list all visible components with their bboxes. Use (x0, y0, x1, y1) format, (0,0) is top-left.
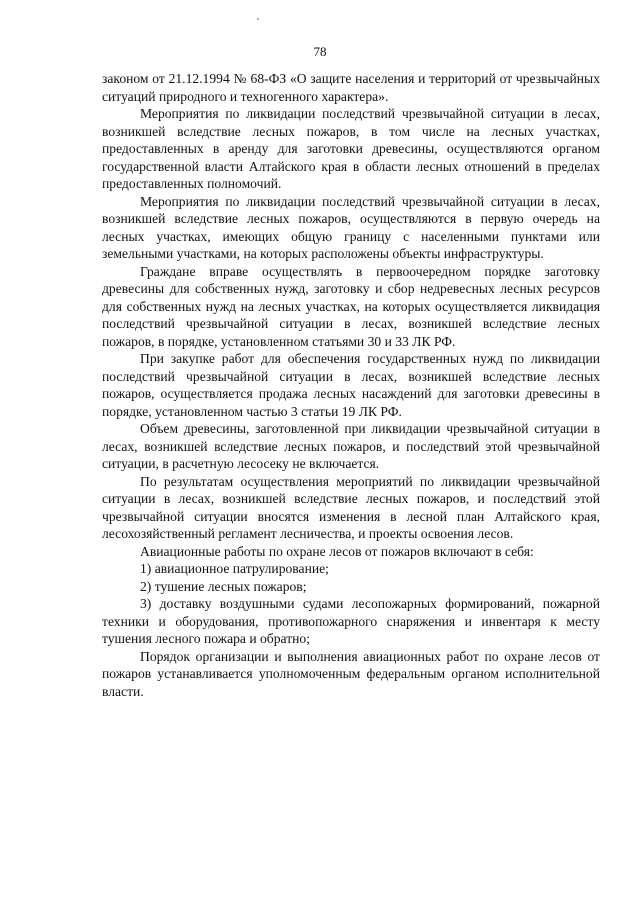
paragraph-aviation-intro: Авиационные работы по охране лесов от пожаров включают в себя: (140, 543, 534, 559)
list-item-extinguishing: 2) тушение лесных пожаров; (140, 578, 307, 594)
list-item-patrol: 1) авиационное патрулирование; (140, 561, 329, 576)
paragraph-aviation-procedure: Порядок организации и выполнения авиационных работ по охране лесов от пожаров устанавливается уполномоченным федеральным органом исполнительной власти. (102, 648, 600, 699)
paragraph-continuation: законом от 21.12.1994 № 68-ФЗ «О защите населения и территорий от чрезвычайных ситуаций природного и техногенного характера». (102, 71, 600, 104)
paragraph-priority-plots: Мероприятия по ликвидации последствий чрезвычайной ситуации в лесах, возникшей вследствие лесных пожаров, осуществляются в первую очередь на лесных участках, имеющих общую границу с населенными пунктами или земельными участками, на которых расположены объекты инфраструктуры. (102, 193, 600, 261)
paragraph-plan-changes: По результатам осуществления мероприятий по ликвидации чрезвычайной ситуации в лесах, возникшей вследствие лесных пожаров, и последствий этой чрезвычайной ситуации вносятся изменения в лесной план Алтайского края, лесохозяйственный регламент лесничества, и проекты освоения лесов. (102, 473, 600, 541)
paragraph-timber-volume: Объем древесины, заготовленной при ликвидации чрезвычайной ситуации в лесах, возникшей вследствие лесных пожаров, и последствий этой чрезвычайной ситуации, в расчетную лесосеку не включается. (102, 421, 600, 471)
paragraph-liquidation-measures: Мероприятия по ликвидации последствий чрезвычайной ситуации в лесах, возникшей вследствие лесных пожаров, в том числе на лесных участках, предоставленных в аренду для заготовки древесины, осуществляются органом государственной власти Алтайского края в области лесных отношений в пределах предоставленных полномочий. (102, 106, 600, 191)
page-number: 78 (313, 44, 327, 59)
page-body (102, 70, 600, 700)
list-item-delivery: 3) доставку воздушными судами лесопожарных формирований, пожарной техники и оборудования, противопожарного снаряжения и инвентаря к месту тушения лесного пожара и обратно; (102, 596, 600, 646)
paragraph-citizens-rights: Граждане вправе осуществлять в первоочередном порядке заготовку древесины для собственных нужд, заготовку и сбор недревесных лесных ресурсов для собственных нужд на лесных участках, на которых осуществляется ликвидация последствий чрезвычайной ситуации в лесах, возникшей вследствие лесных пожаров, в порядке, установленном статьями 30 и 33 ЛК РФ. (102, 263, 600, 349)
scan-speck (257, 18, 259, 20)
paragraph-procurement: При закупке работ для обеспечения государственных нужд по ликвидации последствий чрезвычайной ситуации в лесах, возникшей вследствие лесных пожаров, осуществляется продажа лесных насаждений для заготовки древесины в порядке, установленном частью 3 статьи 19 ЛК РФ. (102, 351, 600, 419)
